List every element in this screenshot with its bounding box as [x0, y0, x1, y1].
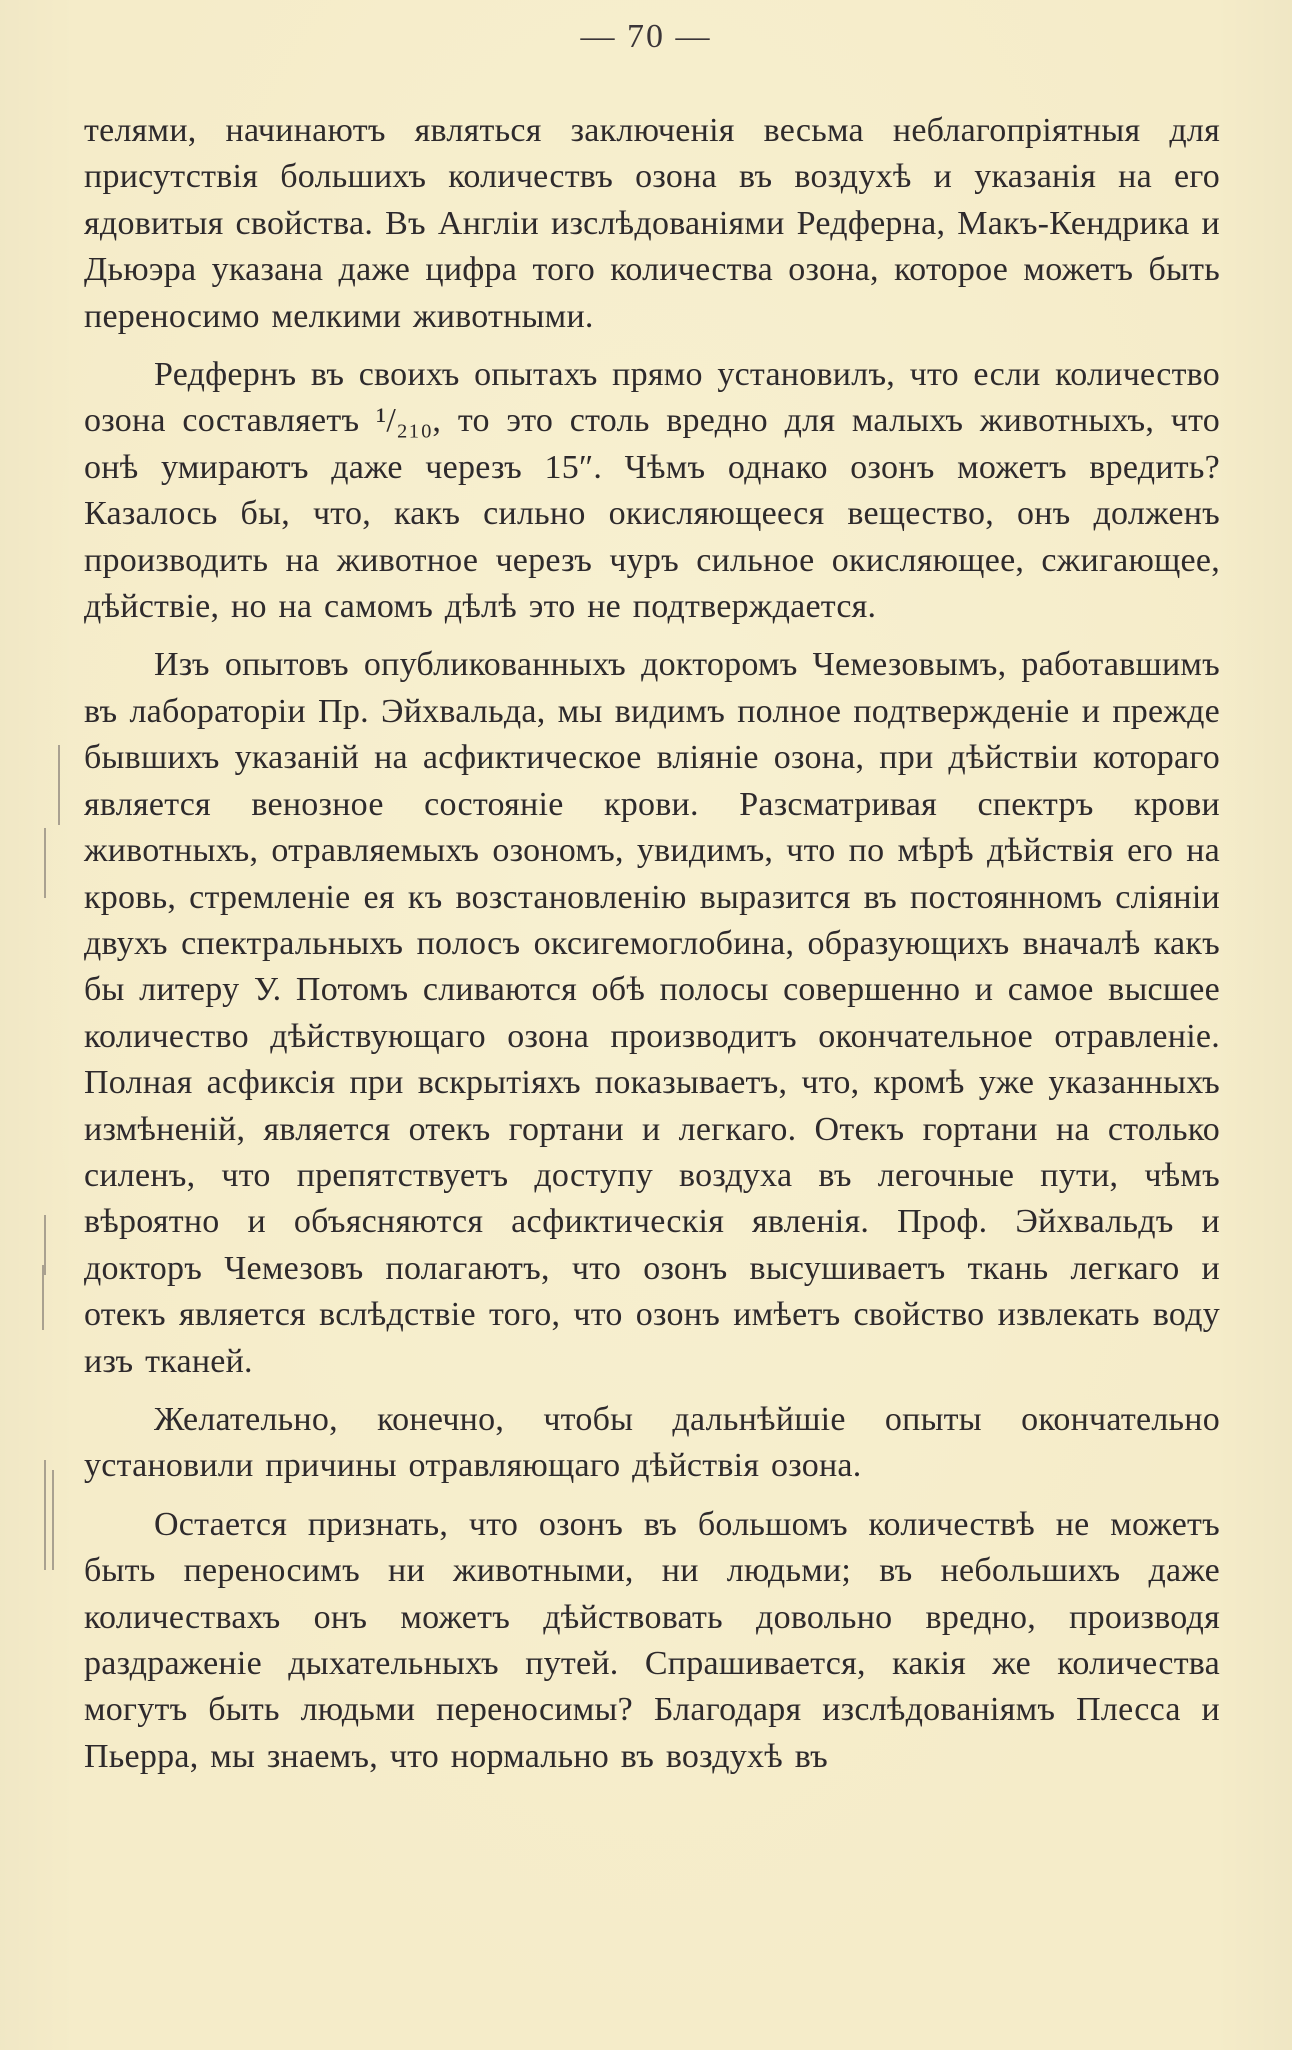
margin-pencil-mark: [44, 1460, 46, 1570]
paragraph: телями, начинаютъ являться заключенія весьма неблагопріятныя для присутствія большихъ количествъ озона въ воздухѣ и указанія на его ядовитыя свойства. Въ Англіи изслѣдованіями Редферна, Макъ-Кендрика и Дьюэра указана даже цифра того количества озона, которое можетъ быть переносимо мелкими животными.: [84, 112, 1220, 335]
paragraph: Редфернъ въ своихъ опытахъ прямо установилъ, что если количество озона составляетъ ¹/₂₁₀, то это столь вредно для малыхъ животныхъ, что онѣ умираютъ даже черезъ 15″. Чѣмъ однако озонъ можетъ вредить? Казалось бы, что, какъ сильно окисляющееся вещество, онъ долженъ производить на животное черезъ чуръ сильное окисляющее, сжигающее, дѣйствіе, но на самомъ дѣлѣ это не подтверждается.: [84, 356, 1220, 626]
paragraph: Изъ опытовъ опубликованныхъ докторомъ Чемезовымъ, работавшимъ въ лабораторіи Пр. Эйхвальда, мы видимъ полное подтвержденіе и прежде бывшихъ указаній на асфиктическое вліяніе озона, при дѣйствіи котораго является венозное состояніе крови. Разсматривая спектръ крови животныхъ, отравляемыхъ озономъ, увидимъ, что по мѣрѣ дѣйствія его на кровь, стремленіе ея къ возстановленію выразится въ постоянномъ сліяніи двухъ спектральныхъ полосъ оксигемоглобина, образующихъ вначалѣ какъ бы литеру У. Потомъ сливаются обѣ полосы совершенно и самое высшее количество дѣйствующаго озона производитъ окончательное отравленіе. Полная асфиксія при вскрытіяхъ показываетъ, что, кромѣ уже указанныхъ измѣненій, является отекъ гортани и легкаго. Отекъ гортани на столько силенъ, что препятствуетъ доступу воздуха въ легочные пути, чѣмъ вѣроятно и объясняются асфиктическія явленія. Проф. Эйхвальдъ и докторъ Чемезовъ полагаютъ, что озонъ высушиваетъ ткань легкаго и отекъ является вслѣдствіе того, что озонъ имѣетъ свойство извлекать воду изъ тканей.: [84, 646, 1220, 1380]
margin-pencil-mark: [52, 1470, 54, 1570]
page-number: — 70 —: [580, 18, 712, 55]
margin-pencil-mark: [42, 1265, 44, 1330]
margin-pencil-mark: [44, 828, 46, 898]
margin-pencil-mark: [44, 1215, 46, 1275]
margin-pencil-mark: [58, 745, 60, 825]
body-text: [84, 108, 1220, 1780]
paragraph: Желательно, конечно, чтобы дальнѣйшіе опыты окончательно установили причины отравляющаго дѣйствія озона.: [84, 1400, 1220, 1485]
paragraph: Остается признать, что озонъ въ большомъ количествѣ не можетъ быть переносимъ ни животными, ни людьми; въ небольшихъ даже количествахъ онъ можетъ дѣйствовать довольно вредно, производя раздраженіе дыхательныхъ путей. Спрашивается, какія же количества могутъ быть людьми переносимы? Благодаря изслѣдованіямъ Плесса и Пьерра, мы знаемъ, что нормально въ воздухѣ въ: [84, 1505, 1220, 1775]
